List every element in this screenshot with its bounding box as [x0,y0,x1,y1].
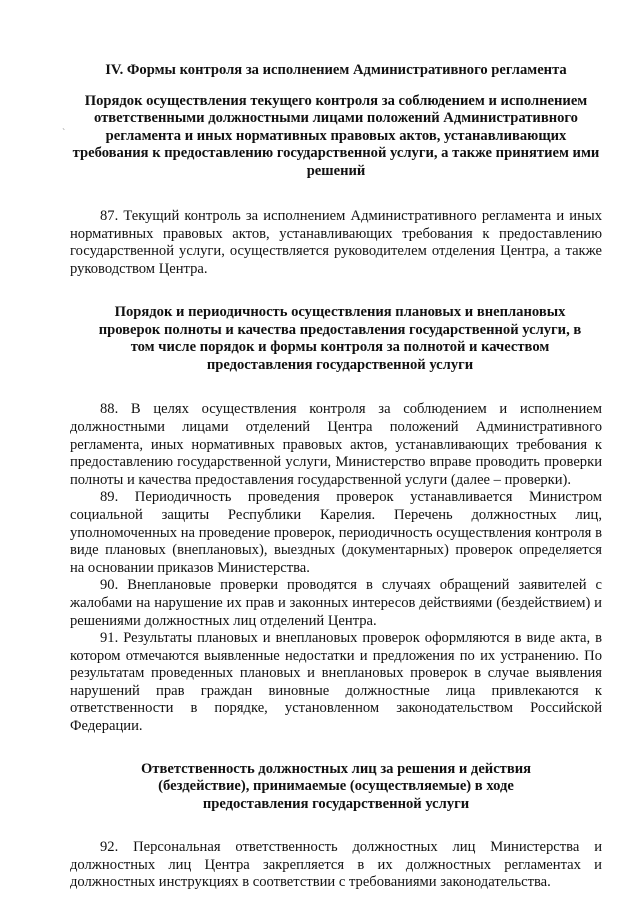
paragraph-88: 88. В целях осуществления контроля за соблюдением и исполнением должностными лицами отделений Центра положений Административного регламента, иных нормативных правовых актов, устанавливающих требования к предоставлению государственной услуги, Министерство вправе проводить проверки полноты и качества предоставления государственной услуги (далее – проверки). [70,401,602,488]
paragraph-89: 89. Периодичность проведения проверок устанавливается Министром социальной защиты Республики Карелия. Перечень должностных лиц, уполномоченных на проведение проверок, периодичность осуществления контроля в виде плановых (внеплановых), выездных (документарных) проверок определяется на основании приказов Министерства. [70,489,602,576]
paragraph-91: 91. Результаты плановых и внеплановых проверок оформляются в виде акта, в котором отмечаются выявленные недостатки и предложения по их устранению. По результатам проведенных плановых и внеплановых проверок в случае выявления нарушений прав граждан виновные должностные лица привлекаются к ответственности в порядке, установленном законодательством Российской Федерации. [70,630,602,735]
paragraph-87: 87. Текущий контроль за исполнением Административного регламента и иных нормативных правовых актов, устанавливающих требования к предоставлению государственной услуги, осуществляется руководителем отделения Центра, а также руководством Центра. [70,208,602,277]
paragraph-90: 90. Внеплановые проверки проводятся в случаях обращений заявителей с жалобами на нарушение их прав и законных интересов действиями (бездействием) и решениями должностных лиц отделений Центра. [70,577,602,629]
section-heading-responsibility: Ответственность должностных лиц за решения и действия (бездействие), принимаемые (осуществляемые) в ходе предоставления государственной услуги [140,760,532,812]
chapter-title: IV. Формы контроля за исполнением Административного регламента [105,62,567,78]
scan-speck: ` [62,128,66,139]
section-heading-current-control: Порядок осуществления текущего контроля за соблюдением и исполнением ответственными должностными лицами положений Административного регламента и иных нормативных правовых актов, устанавливающих требования к предоставлению государственной услуги, а также принятием ими решений [72,92,600,179]
section-heading-inspections: Порядок и периодичность осуществления плановых и внеплановых проверок полноты и качества предоставления государственной услуги, в том числе порядок и формы контроля за полнотой и качеством предоставления государственной услуги [98,304,582,373]
paragraph-92: 92. Персональная ответственность должностных лиц Министерства и должностных лиц Центра закрепляется в их должностных регламентах и должностных инструкциях в соответствии с требованиями законодательства. [70,839,602,891]
